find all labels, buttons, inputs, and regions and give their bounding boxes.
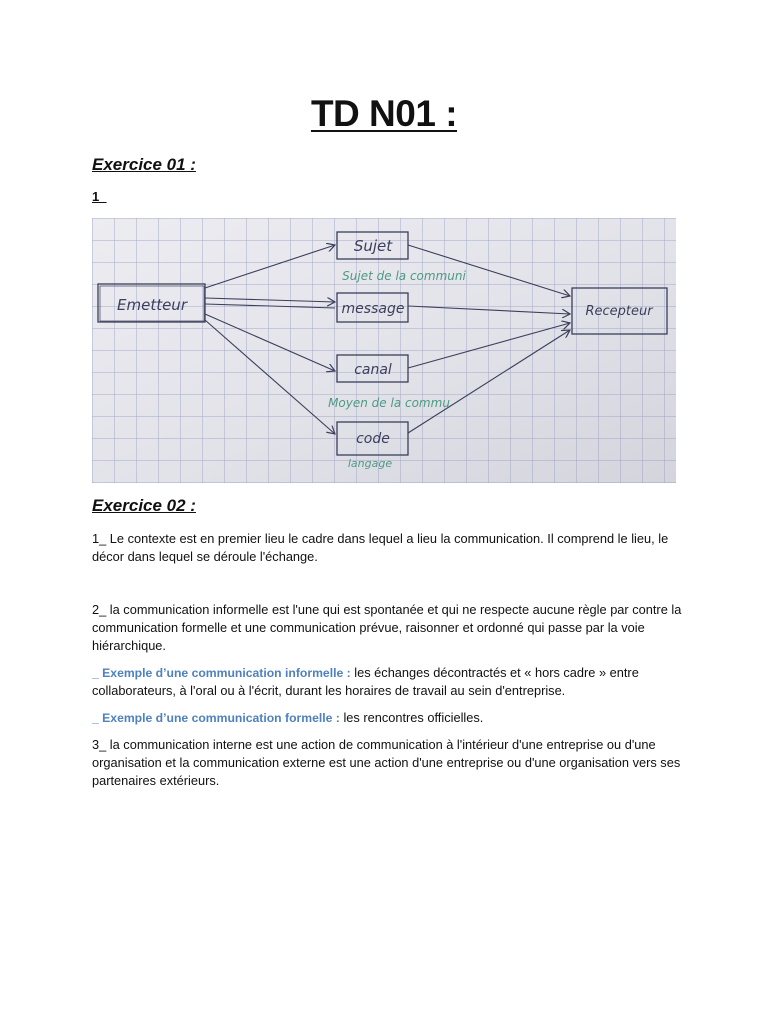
example-informal-label: _ Exemple d’une communication informelle : — [92, 666, 351, 680]
message-label: message — [341, 301, 405, 317]
page-title: TD N01 : — [310, 93, 458, 134]
example-informal — [92, 664, 682, 700]
exercise-1-item-label: 1_ — [92, 189, 107, 204]
example-informal-text: les échanges décontractés et « hors cadre » entre collaborateurs, à l'oral ou à l'écrit, durant les horaires de travail au sein d'entreprise. — [92, 665, 639, 698]
example-formal-text: les rencontres officielles. — [343, 710, 484, 725]
code-label: code — [356, 431, 390, 447]
answer-3: 3_ la communication interne est une action de communication à l'intérieur d'une entreprise ou d'une organisation et la communication externe est une action d'une entreprise ou d'une organisation vers ses partenaires extérieurs. — [92, 737, 681, 788]
canal-label: canal — [354, 362, 392, 378]
recepteur-label: Recepteur — [585, 304, 653, 319]
diagram-svg — [92, 218, 676, 483]
answer-2: 2_ la communication informelle est l'une qui est spontanée et qui ne respecte aucune règle par contre la communication formelle et une communication prévue, raisonner et ordonné qui passe par la voie hiérarchique. — [92, 602, 682, 653]
answer-1: 1_ Le contexte est en premier lieu le cadre dans lequel a lieu la communication. Il comprend le lieu, le décor dans lequel se déroule l'échange. — [92, 531, 669, 564]
exercise-1-heading: Exercice 01 : — [92, 155, 196, 174]
sujet-note: Sujet de la communi — [342, 269, 466, 283]
exercise-2-answers — [92, 530, 682, 799]
sujet-label: Sujet — [353, 237, 393, 255]
canal-note: Moyen de la commu — [328, 396, 450, 410]
communication-diagram-photo — [92, 218, 676, 483]
example-formal-label: _ Exemple d’une communication formelle : — [92, 711, 340, 725]
example-formal — [92, 709, 682, 727]
code-note: langage — [347, 457, 393, 470]
exercise-2-heading: Exercice 02 : — [92, 496, 196, 515]
emetteur-label: Emetteur — [117, 296, 187, 314]
